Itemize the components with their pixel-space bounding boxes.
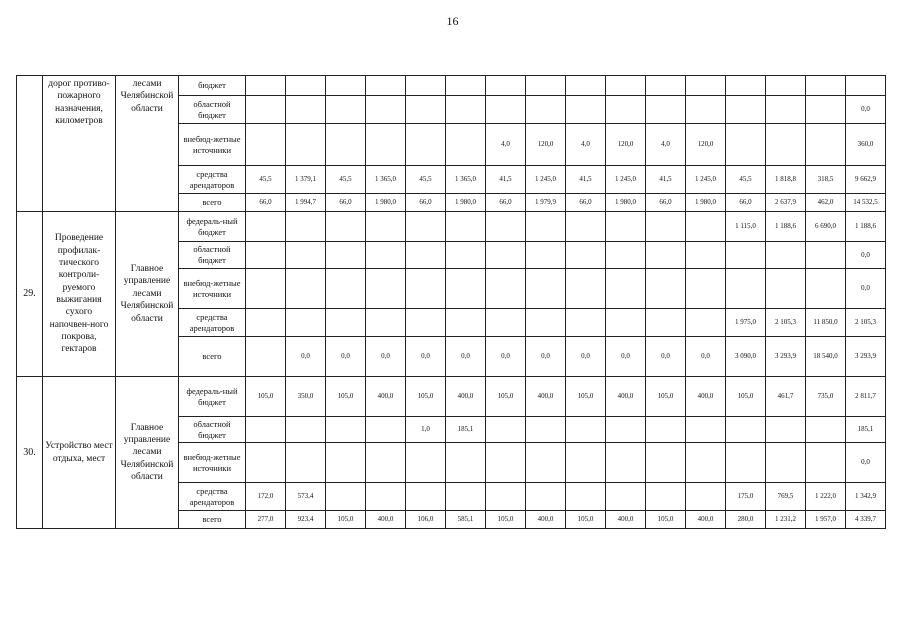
- funding-source: областной бюджет: [179, 242, 246, 269]
- value-cell: [326, 76, 366, 96]
- value-cell: [646, 417, 686, 443]
- value-cell: [686, 242, 726, 269]
- value-cell: [806, 242, 846, 269]
- value-cell: [326, 483, 366, 511]
- value-cell: [406, 96, 446, 124]
- funding-source: всего: [179, 337, 246, 377]
- value-cell: 1 980,0: [446, 194, 486, 212]
- value-cell: 120,0: [526, 124, 566, 166]
- value-cell: [806, 269, 846, 309]
- page-number: 16: [446, 14, 459, 28]
- funding-source: внебюд-жетные источники: [179, 269, 246, 309]
- value-cell: [446, 96, 486, 124]
- value-cell: [606, 309, 646, 337]
- funding-source: всего: [179, 511, 246, 529]
- value-cell: [686, 76, 726, 96]
- value-cell: 400,0: [606, 377, 646, 417]
- value-cell: [526, 417, 566, 443]
- value-cell: 0,0: [486, 337, 526, 377]
- value-cell: [326, 124, 366, 166]
- value-cell: [486, 483, 526, 511]
- value-cell: 105,0: [646, 377, 686, 417]
- value-cell: [366, 76, 406, 96]
- value-cell: [366, 212, 406, 242]
- value-cell: 1 365,0: [366, 166, 406, 194]
- section-number: 29.: [17, 212, 43, 377]
- value-cell: 1 245,0: [606, 166, 646, 194]
- value-cell: [806, 417, 846, 443]
- value-cell: [566, 242, 606, 269]
- executor: Главное управление лесами Челябинской области: [116, 377, 179, 529]
- value-cell: [526, 269, 566, 309]
- value-cell: [766, 242, 806, 269]
- value-cell: 735,0: [806, 377, 846, 417]
- value-cell: [646, 242, 686, 269]
- value-cell: [446, 483, 486, 511]
- value-cell: 400,0: [366, 511, 406, 529]
- value-cell: 1 980,0: [686, 194, 726, 212]
- value-cell: 769,5: [766, 483, 806, 511]
- funding-source: федераль-ный бюджет: [179, 212, 246, 242]
- value-cell: 175,0: [726, 483, 766, 511]
- value-cell: 2 811,7: [846, 377, 886, 417]
- value-cell: [766, 417, 806, 443]
- value-cell: 1 818,8: [766, 166, 806, 194]
- value-cell: 105,0: [566, 511, 606, 529]
- value-cell: [246, 337, 286, 377]
- value-cell: [686, 309, 726, 337]
- value-cell: [246, 76, 286, 96]
- value-cell: 66,0: [566, 194, 606, 212]
- value-cell: 11 850,0: [806, 309, 846, 337]
- value-cell: 105,0: [566, 377, 606, 417]
- value-cell: [246, 242, 286, 269]
- value-cell: [726, 96, 766, 124]
- value-cell: 1,0: [406, 417, 446, 443]
- value-cell: 1 245,0: [686, 166, 726, 194]
- value-cell: [526, 483, 566, 511]
- value-cell: [526, 242, 566, 269]
- value-cell: [286, 76, 326, 96]
- value-cell: [566, 309, 606, 337]
- value-cell: [566, 76, 606, 96]
- value-cell: 3 090,0: [726, 337, 766, 377]
- value-cell: 2 105,3: [846, 309, 886, 337]
- funding-source: всего: [179, 194, 246, 212]
- value-cell: [286, 212, 326, 242]
- activity-name: дорог противо-пожарного назначения, километров: [43, 76, 116, 212]
- value-cell: [766, 96, 806, 124]
- value-cell: [246, 443, 286, 483]
- value-cell: [246, 417, 286, 443]
- value-cell: [726, 269, 766, 309]
- funding-source: внебюд-жетные источники: [179, 124, 246, 166]
- value-cell: 66,0: [646, 194, 686, 212]
- value-cell: [286, 124, 326, 166]
- value-cell: [486, 242, 526, 269]
- value-cell: [366, 269, 406, 309]
- value-cell: [446, 269, 486, 309]
- value-cell: 400,0: [526, 511, 566, 529]
- value-cell: [686, 483, 726, 511]
- value-cell: [486, 212, 526, 242]
- value-cell: 0,0: [846, 242, 886, 269]
- value-cell: [806, 443, 846, 483]
- value-cell: [686, 417, 726, 443]
- value-cell: [526, 96, 566, 124]
- value-cell: 9 662,9: [846, 166, 886, 194]
- value-cell: 3 293,9: [846, 337, 886, 377]
- value-cell: [446, 76, 486, 96]
- value-cell: 1 379,1: [286, 166, 326, 194]
- value-cell: 185,1: [846, 417, 886, 443]
- value-cell: [286, 309, 326, 337]
- value-cell: [646, 76, 686, 96]
- funding-source: средства арендаторов: [179, 166, 246, 194]
- value-cell: [686, 443, 726, 483]
- value-cell: [526, 212, 566, 242]
- value-cell: 400,0: [446, 377, 486, 417]
- value-cell: [846, 76, 886, 96]
- value-cell: 1 188,6: [766, 212, 806, 242]
- value-cell: [446, 124, 486, 166]
- value-cell: 1 188,6: [846, 212, 886, 242]
- value-cell: 400,0: [686, 377, 726, 417]
- section-number: 30.: [17, 377, 43, 529]
- value-cell: [406, 124, 446, 166]
- value-cell: 400,0: [526, 377, 566, 417]
- value-cell: 4 339,7: [846, 511, 886, 529]
- value-cell: 1 994,7: [286, 194, 326, 212]
- value-cell: [606, 483, 646, 511]
- value-cell: 172,0: [246, 483, 286, 511]
- value-cell: 1 222,0: [806, 483, 846, 511]
- value-cell: 1 975,0: [726, 309, 766, 337]
- value-cell: 0,0: [326, 337, 366, 377]
- value-cell: [246, 269, 286, 309]
- value-cell: [486, 443, 526, 483]
- value-cell: 120,0: [686, 124, 726, 166]
- table-row: [17, 76, 886, 96]
- value-cell: [446, 242, 486, 269]
- funding-source: областной бюджет: [179, 96, 246, 124]
- value-cell: 3 293,9: [766, 337, 806, 377]
- value-cell: 400,0: [366, 377, 406, 417]
- section-number: [17, 76, 43, 212]
- value-cell: [686, 212, 726, 242]
- value-cell: 0,0: [846, 269, 886, 309]
- value-cell: [366, 124, 406, 166]
- value-cell: 106,0: [406, 511, 446, 529]
- value-cell: 585,1: [446, 511, 486, 529]
- value-cell: [286, 443, 326, 483]
- value-cell: [366, 483, 406, 511]
- value-cell: [766, 443, 806, 483]
- value-cell: [286, 242, 326, 269]
- value-cell: [406, 212, 446, 242]
- value-cell: [606, 242, 646, 269]
- value-cell: 0,0: [846, 96, 886, 124]
- executor: Главное управление лесами Челябинской области: [116, 212, 179, 377]
- activity-name: Устройство мест отдыха, мест: [43, 377, 116, 529]
- value-cell: [766, 269, 806, 309]
- value-cell: [246, 212, 286, 242]
- value-cell: [406, 309, 446, 337]
- value-cell: [326, 212, 366, 242]
- value-cell: 462,0: [806, 194, 846, 212]
- value-cell: [326, 269, 366, 309]
- table-row: [17, 212, 886, 242]
- value-cell: [406, 242, 446, 269]
- value-cell: 0,0: [566, 337, 606, 377]
- value-cell: 0,0: [366, 337, 406, 377]
- value-cell: 0,0: [406, 337, 446, 377]
- value-cell: 1 980,0: [366, 194, 406, 212]
- funding-source: федераль-ный бюджет: [179, 377, 246, 417]
- value-cell: 120,0: [606, 124, 646, 166]
- value-cell: 2 105,3: [766, 309, 806, 337]
- value-cell: 66,0: [486, 194, 526, 212]
- value-cell: [406, 269, 446, 309]
- value-cell: 0,0: [606, 337, 646, 377]
- value-cell: [366, 417, 406, 443]
- value-cell: [646, 443, 686, 483]
- value-cell: [406, 443, 446, 483]
- value-cell: [806, 96, 846, 124]
- value-cell: 0,0: [446, 337, 486, 377]
- value-cell: 0,0: [286, 337, 326, 377]
- funding-source: средства арендаторов: [179, 483, 246, 511]
- value-cell: 6 690,0: [806, 212, 846, 242]
- budget-table: [16, 75, 886, 529]
- value-cell: [646, 309, 686, 337]
- value-cell: 1 342,9: [846, 483, 886, 511]
- value-cell: [646, 96, 686, 124]
- value-cell: 41,5: [486, 166, 526, 194]
- value-cell: [486, 96, 526, 124]
- value-cell: 923,4: [286, 511, 326, 529]
- value-cell: 350,0: [286, 377, 326, 417]
- value-cell: 45,5: [726, 166, 766, 194]
- value-cell: [286, 417, 326, 443]
- funding-source: областной бюджет: [179, 417, 246, 443]
- value-cell: [646, 212, 686, 242]
- value-cell: [606, 417, 646, 443]
- value-cell: [606, 96, 646, 124]
- value-cell: 1 957,0: [806, 511, 846, 529]
- value-cell: [606, 443, 646, 483]
- funding-source: бюджет: [179, 76, 246, 96]
- value-cell: [566, 212, 606, 242]
- value-cell: [326, 242, 366, 269]
- value-cell: [726, 242, 766, 269]
- value-cell: [326, 443, 366, 483]
- value-cell: [726, 417, 766, 443]
- value-cell: 0,0: [646, 337, 686, 377]
- value-cell: [606, 76, 646, 96]
- value-cell: [366, 96, 406, 124]
- value-cell: [726, 124, 766, 166]
- value-cell: [446, 443, 486, 483]
- value-cell: 14 532,5: [846, 194, 886, 212]
- funding-source: средства арендаторов: [179, 309, 246, 337]
- value-cell: [406, 483, 446, 511]
- value-cell: [366, 242, 406, 269]
- value-cell: [406, 76, 446, 96]
- value-cell: 105,0: [486, 377, 526, 417]
- value-cell: 45,5: [406, 166, 446, 194]
- table-row: [17, 377, 886, 417]
- value-cell: [686, 96, 726, 124]
- value-cell: 1 980,0: [606, 194, 646, 212]
- value-cell: 66,0: [726, 194, 766, 212]
- value-cell: 45,5: [326, 166, 366, 194]
- value-cell: [726, 443, 766, 483]
- value-cell: 1 231,2: [766, 511, 806, 529]
- value-cell: [246, 309, 286, 337]
- value-cell: 4,0: [486, 124, 526, 166]
- value-cell: 4,0: [566, 124, 606, 166]
- value-cell: 360,0: [846, 124, 886, 166]
- value-cell: [486, 417, 526, 443]
- value-cell: 0,0: [526, 337, 566, 377]
- value-cell: [446, 309, 486, 337]
- value-cell: [286, 96, 326, 124]
- value-cell: 400,0: [606, 511, 646, 529]
- value-cell: [246, 124, 286, 166]
- value-cell: 66,0: [246, 194, 286, 212]
- value-cell: [566, 443, 606, 483]
- value-cell: 1 979,9: [526, 194, 566, 212]
- value-cell: 105,0: [726, 377, 766, 417]
- value-cell: 18 540,0: [806, 337, 846, 377]
- value-cell: [806, 76, 846, 96]
- value-cell: [526, 76, 566, 96]
- value-cell: 66,0: [406, 194, 446, 212]
- value-cell: [246, 96, 286, 124]
- value-cell: 41,5: [566, 166, 606, 194]
- value-cell: 318,5: [806, 166, 846, 194]
- value-cell: [606, 212, 646, 242]
- value-cell: [766, 124, 806, 166]
- value-cell: [366, 309, 406, 337]
- table-body: [17, 76, 886, 529]
- value-cell: [486, 269, 526, 309]
- value-cell: 1 245,0: [526, 166, 566, 194]
- value-cell: 105,0: [646, 511, 686, 529]
- value-cell: [486, 309, 526, 337]
- value-cell: 185,1: [446, 417, 486, 443]
- value-cell: 1 115,0: [726, 212, 766, 242]
- value-cell: 105,0: [326, 511, 366, 529]
- value-cell: 1 365,0: [446, 166, 486, 194]
- value-cell: [566, 483, 606, 511]
- funding-source: внебюд-жетные источники: [179, 443, 246, 483]
- value-cell: [606, 269, 646, 309]
- value-cell: [286, 269, 326, 309]
- value-cell: [526, 443, 566, 483]
- value-cell: 2 637,9: [766, 194, 806, 212]
- value-cell: [446, 212, 486, 242]
- value-cell: 45,5: [246, 166, 286, 194]
- value-cell: 0,0: [846, 443, 886, 483]
- value-cell: [526, 309, 566, 337]
- value-cell: [726, 76, 766, 96]
- value-cell: 400,0: [686, 511, 726, 529]
- value-cell: 461,7: [766, 377, 806, 417]
- value-cell: 105,0: [326, 377, 366, 417]
- value-cell: 105,0: [406, 377, 446, 417]
- value-cell: [566, 269, 606, 309]
- activity-name: Проведение профилак-тического контроли-руемого выжигания сухого напочвен-ного покрова, гектаров: [43, 212, 116, 377]
- value-cell: 280,0: [726, 511, 766, 529]
- value-cell: [566, 417, 606, 443]
- value-cell: 41,5: [646, 166, 686, 194]
- value-cell: [326, 96, 366, 124]
- value-cell: 105,0: [486, 511, 526, 529]
- value-cell: [646, 269, 686, 309]
- value-cell: [646, 483, 686, 511]
- value-cell: [686, 269, 726, 309]
- value-cell: [766, 76, 806, 96]
- value-cell: 4,0: [646, 124, 686, 166]
- value-cell: [566, 96, 606, 124]
- value-cell: 66,0: [326, 194, 366, 212]
- value-cell: [366, 443, 406, 483]
- value-cell: [486, 76, 526, 96]
- value-cell: 105,0: [246, 377, 286, 417]
- executor: лесами Челябинской области: [116, 76, 179, 212]
- value-cell: [326, 417, 366, 443]
- value-cell: 573,4: [286, 483, 326, 511]
- value-cell: [806, 124, 846, 166]
- value-cell: 277,0: [246, 511, 286, 529]
- value-cell: [326, 309, 366, 337]
- value-cell: 0,0: [686, 337, 726, 377]
